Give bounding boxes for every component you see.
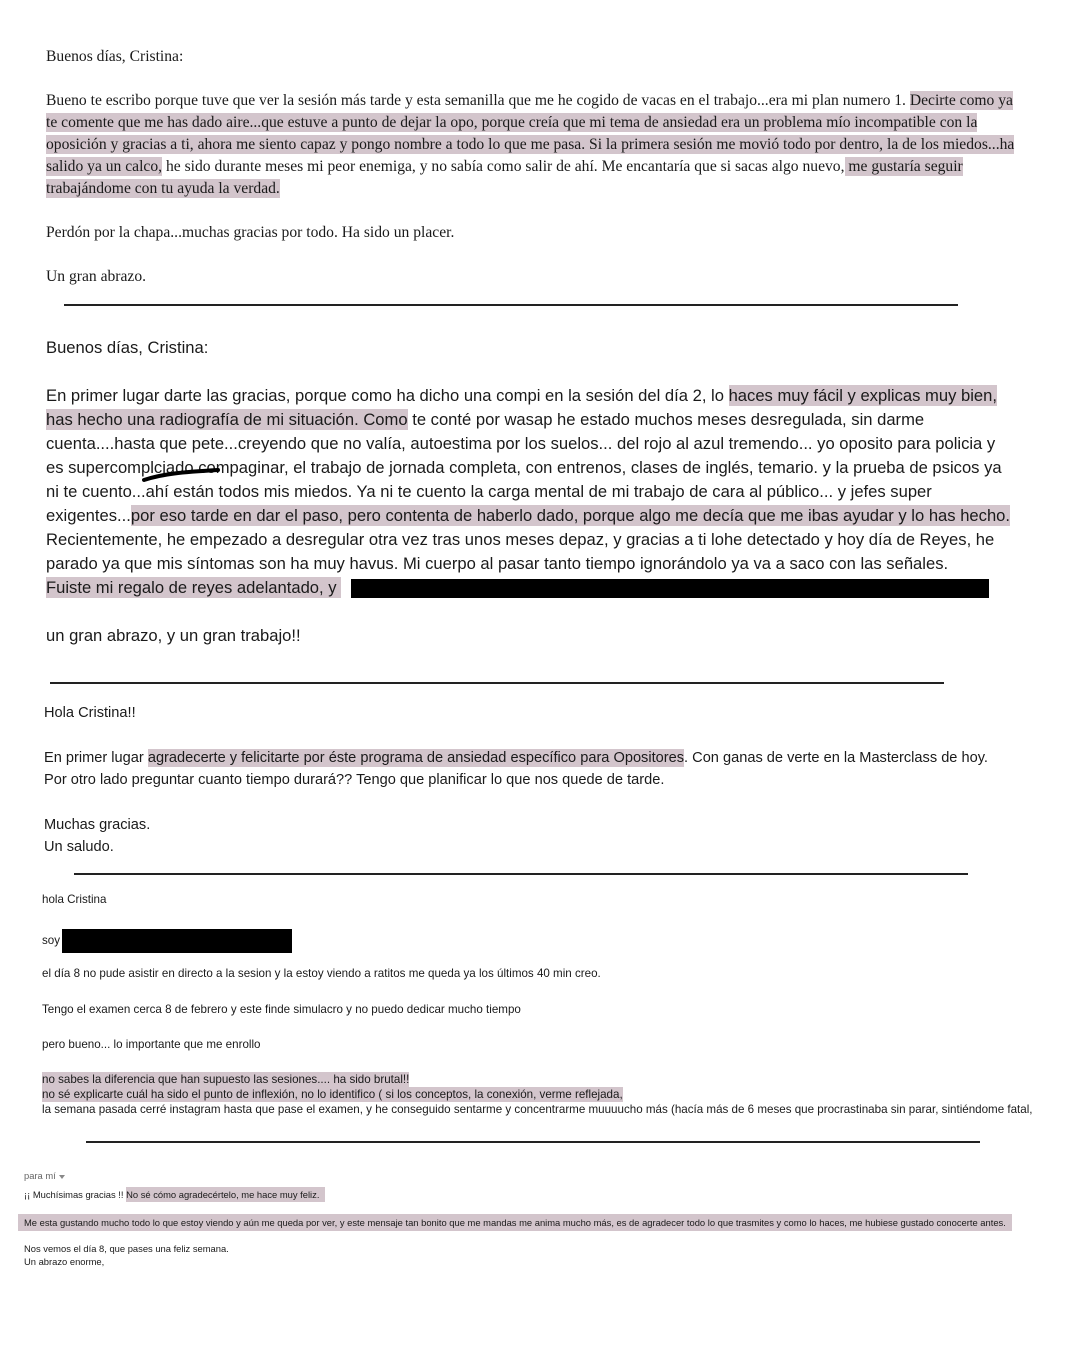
divider-3 — [74, 873, 968, 875]
message-4-line-1: el día 8 no pude asistir en directo a la sesion y la estoy viendo a ratitos me queda ya los últimos 40 min creo. — [42, 966, 601, 980]
message-4-line-3: pero bueno... lo importante que me enrollo — [42, 1038, 261, 1052]
message-3-line-1: En primer lugar agradecerte y felicitarte por éste programa de ansiedad específico para Opositores. Con ganas de verte en la Masterclass de hoy. — [44, 749, 988, 766]
message-1-closing: Un gran abrazo. — [46, 268, 147, 285]
message-2-text-c: Recientemente, he empezado a desregular otra vez tras unos meses depaz, y gracias a ti lohe detectado y hoy día de Reyes, he parado ya que mis síntomas son ha muy havus. Mi cuerpo al pasar tanto tiempo ignorándolo ya va a saco con las señales. — [46, 530, 995, 573]
message-5-line-2 — [18, 1216, 1070, 1229]
message-1-text-b: he sido durante meses mi peor enemiga, y no sabía como salir de ahí. Me encantaría que si sacas algo nuevo, — [162, 158, 845, 175]
message-2-highlight-2: por eso tarde en dar el paso, pero contenta de haberlo dado, porque algo me decía que me ibas ayudar y lo has hecho. — [130, 506, 1011, 525]
message-1-highlight-1: Decirte como ya te comente que me has dado aire...que estuve a punto de dejar la opo, porque creía que mi tema de ansiedad era un problema mío incompatible con la oposición y gracias a ti, ahora me siento capaz y pongo nombre a todo lo que me pasa. Si la primera sesión me movió todo por dentro, la de los miedos...ha salido ya un calco, — [46, 92, 1015, 175]
message-1-greeting: Buenos días, Cristina: — [46, 48, 184, 65]
message-4-soy-line: soy — [42, 929, 1078, 953]
divider-4 — [86, 1141, 980, 1143]
message-2 — [46, 336, 1011, 648]
divider-2 — [50, 682, 944, 684]
message-2-closing: un gran abrazo, y un gran trabajo!! — [46, 626, 301, 645]
message-4-line-2: Tengo el examen cerca 8 de febrero y este finde simulacro y no puedo dedicar mucho tiempo — [42, 1002, 521, 1016]
message-5-highlight-2: Me esta gustando mucho todo lo que estoy viendo y aún me queda por ver, y este mensaje tan bonito que me mandas me anima mucho más, es de agradecer todo lo que trasmites y como lo haces, me hubiese gustado conocerte antes. — [18, 1214, 1012, 1231]
message-2-gift-line — [46, 576, 1011, 600]
message-2-highlight-1: haces muy fácil y explicas muy bien, has hecho una radiografía de mi situación. Como — [46, 386, 997, 429]
message-4-greeting: hola Cristina — [42, 893, 107, 906]
message-4-highlight-line-1: no sabes la diferencia que han supuesto las sesiones.... ha sido brutal!! — [42, 1073, 410, 1087]
message-1-apology: Perdón por la chapa...muchas gracias por todo. Ha sido un placer. — [46, 224, 455, 241]
message-2-text-a: En primer lugar darte las gracias, porque como ha dicho una compi en la sesión del día 2, lo — [46, 386, 729, 405]
message-2-text-b: te conté por wasap he estado muchos meses desregulada, sin darme cuenta....hasta que pete...creyendo que no valía, autoestima por los suelos... del rojo al azul tremendo... yo oposito para policia y es supercomplciado compaginar, el trabajo de jornada completa, con entrenos, clases de inglés, temario. y la prueba de psicos ya ni te cuento...ahí están todos mis miedos. Ya ni te cuento la carga mental de mi trabajo de cara al público... y jefes super exigentes... — [46, 410, 1002, 525]
redacted-name — [62, 929, 292, 953]
message-3-line-2: Por otro lado preguntar cuanto tiempo durará?? Tengo que planificar lo que nos quede de tarde. — [44, 772, 665, 788]
message-3-greeting: Hola Cristina!! — [44, 705, 136, 721]
message-3-thanks: Muchas gracias. — [44, 816, 151, 833]
message-5-recipient[interactable]: para mí — [24, 1169, 1070, 1182]
redacted-block — [351, 579, 989, 598]
scribble-mark — [142, 468, 222, 484]
chevron-down-icon[interactable] — [59, 1175, 65, 1179]
message-5-line-4: Un abrazo enorme, — [24, 1256, 105, 1267]
message-4 — [42, 893, 1078, 1118]
message-2-highlight-3: Fuiste mi regalo de reyes adelantado, y — [46, 578, 342, 597]
message-5-highlight-1: No sé cómo agradecértelo, me hace muy feliz. — [126, 1187, 325, 1202]
divider-1 — [64, 304, 958, 306]
message-4-line-4: la semana pasada cerré instagram hasta que pase el examen, y he conseguido sentarme y concentrarme muuuucho más (hacía más de 6 meses que procrastinaba sin parar, sintiéndome fatal, — [42, 1102, 1033, 1116]
message-2-greeting: Buenos días, Cristina: — [46, 338, 209, 357]
message-1-paragraph — [46, 90, 1021, 200]
message-4-highlight-line-2: no sé explicarte cuál ha sido el punto de inflexión, no lo identifico ( si los conceptos, la conexión, verme reflejada, — [42, 1087, 623, 1101]
message-5 — [24, 1169, 1070, 1268]
message-5-line-1: ¡¡ Muchísimas gracias !! No sé cómo agradecértelo, me hace muy feliz. — [24, 1188, 1070, 1201]
message-3 — [44, 702, 1054, 859]
message-1 — [46, 46, 1021, 288]
message-3-bye: Un saludo. — [44, 839, 114, 855]
message-5-line-3: Nos vemos el día 8, que pases una feliz semana. — [24, 1243, 229, 1254]
message-1-text-a: Bueno te escribo porque tuve que ver la sesión más tarde y esta semanilla que me he cogido de vacas en el trabajo...era mi plan numero 1. — [46, 92, 906, 109]
message-3-highlight: agradecerte y felicitarte por éste programa de ansiedad específico para Opositores — [147, 749, 685, 766]
message-1-highlight-2: me gustaría seguir trabajándome con tu ayuda la verdad. — [46, 158, 963, 197]
